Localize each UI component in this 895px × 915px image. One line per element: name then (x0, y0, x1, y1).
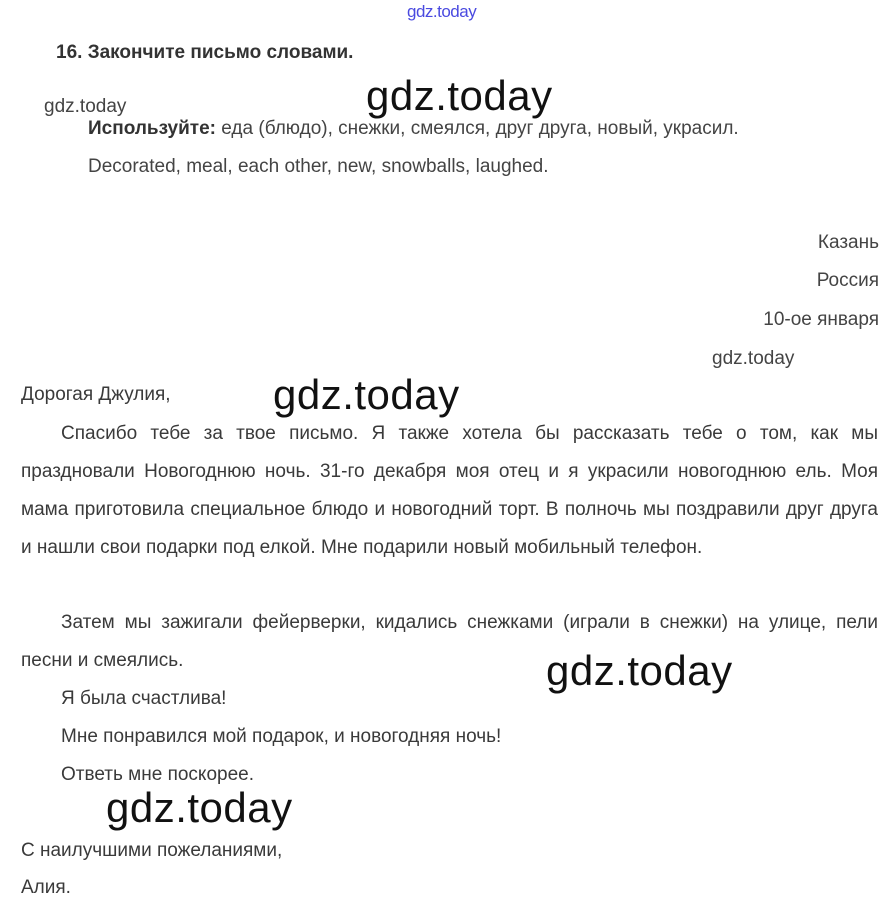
letter-signature: Алия. (21, 877, 71, 898)
watermark-big-1: gdz.today (366, 72, 553, 119)
letter-line-happy: Я была счастлива! (61, 688, 227, 709)
address-date: 10-ое января (763, 309, 879, 330)
watermark-small-right: gdz.today (712, 348, 795, 369)
watermark-big-2: gdz.today (273, 371, 460, 418)
task-heading: 16. Закончите письмо словами. (56, 42, 354, 63)
letter-paragraph-2: Затем мы зажигали фейерверки, кидались снежками (играли в снежки) на улице, пели песни и смеялись. (21, 612, 878, 671)
english-words-line: Decorated, meal, each other, new, snowballs, laughed. (88, 156, 549, 177)
letter-line-reply: Ответь мне поскорее. (61, 764, 255, 785)
watermark-small-left: gdz.today (44, 96, 127, 117)
use-label: Используйте: (88, 118, 216, 139)
letter-paragraph-1: Спасибо тебе за твое письмо. Я также хотела бы рассказать тебе о том, как мы праздновали Новогоднюю ночь. 31-го декабря моя отец и я украсили новогоднюю ель. Моя мама приготовила специальное блюдо и новогодний торт. В полночь мы поздравили друг друга и нашли свои подарки под елкой. Мне подарили новый мобильный телефон. (21, 423, 878, 558)
letter-greeting: Дорогая Джулия, (21, 384, 171, 405)
use-words-line (88, 118, 739, 140)
watermark-big-4: gdz.today (106, 784, 293, 831)
use-words: еда (блюдо), снежки, смеялся, друг друга, новый, украсил. (216, 118, 739, 139)
address-city: Казань (817, 232, 879, 253)
address-country: Россия (816, 270, 879, 291)
watermark-top: gdz.today (407, 2, 477, 21)
letter-closing: С наилучшими пожеланиями, (21, 840, 283, 861)
watermark-big-3: gdz.today (546, 647, 733, 694)
letter-line-liked: Мне понравился мой подарок, и новогодняя ночь! (61, 726, 502, 747)
